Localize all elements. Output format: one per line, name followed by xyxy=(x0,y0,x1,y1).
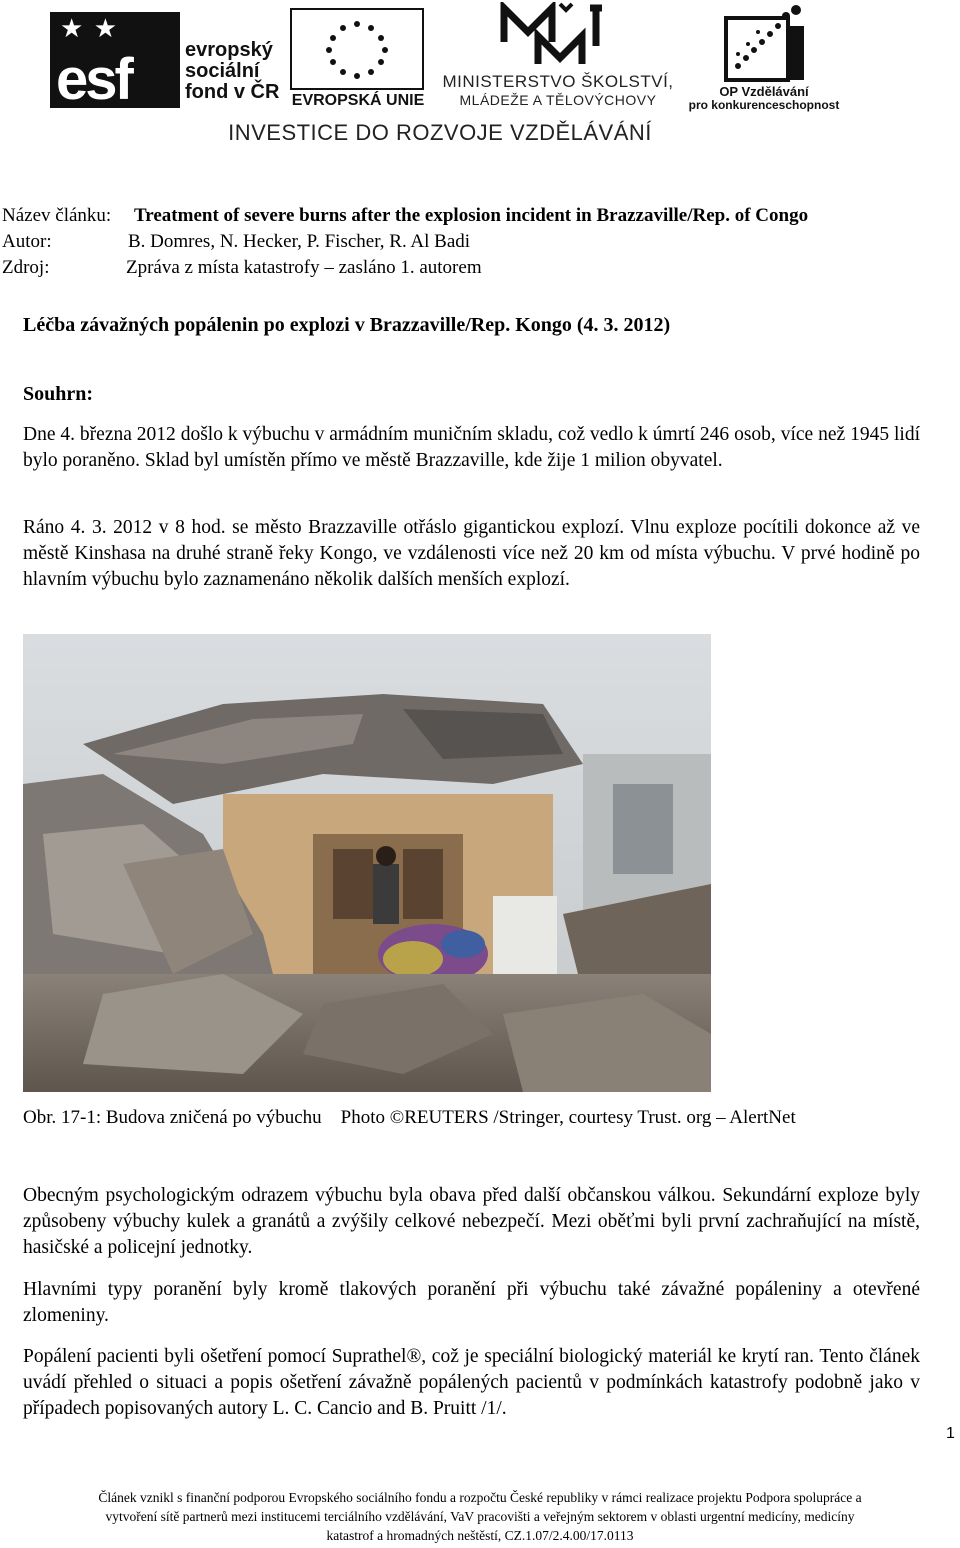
paragraph-4: Hlavními typy poranění byly kromě tlakových poranění při výbuchu také závažné popáleniny a otevřené zlomeniny. xyxy=(23,1279,920,1326)
footer-line1: Článek vznikl s finanční podporou Evropského sociálního fondu a rozpočtu České republiky v rámci realizace projektu Podpora spolupráce a xyxy=(98,1490,862,1505)
author-label: Autor: xyxy=(2,231,52,252)
meta-author xyxy=(2,231,471,253)
msmt-line1: MINISTERSTVO ŠKOLSTVÍ, xyxy=(442,72,674,91)
meta-source xyxy=(2,257,482,279)
article-label: Název článku: xyxy=(2,205,112,226)
op-logo xyxy=(684,4,844,110)
summary-heading: Souhrn: xyxy=(23,383,94,405)
destroyed-building-photo xyxy=(23,634,711,1092)
funding-footer xyxy=(0,1488,960,1545)
msmt-logo xyxy=(438,2,678,112)
caption-label: Obr. 17-1: Budova zničená po výbuchu xyxy=(23,1107,322,1128)
esf-logo xyxy=(50,12,280,112)
op-line2: pro konkurenceschopnost xyxy=(688,98,840,112)
meta-article xyxy=(2,205,809,227)
eu-logo xyxy=(288,8,428,108)
eu-flag-icon xyxy=(290,8,424,90)
author-value: B. Domres, N. Hecker, P. Fischer, R. Al Badi xyxy=(128,231,471,252)
msmt-line2: MLÁDEŽE A TĚLOVÝCHOVY xyxy=(459,92,657,108)
page-number: 1 xyxy=(946,1425,955,1442)
investice-banner: INVESTICE DO ROZVOJE VZDĚLÁVÁNÍ xyxy=(228,120,652,145)
esf-line1: evropský xyxy=(185,39,273,61)
paragraph-3: Obecným psychologickým odrazem výbuchu byla obava před další občanskou válkou. Sekundární exploze byly způsobeny výbuchy kulek a granátů a zvýšily celkové nebezpečí. Mezi oběťmi byli první zachraňující na místě, hasičské a policejní jednotky. xyxy=(23,1185,920,1258)
esf-line2: sociální xyxy=(185,60,260,82)
esf-mark-text: esf xyxy=(56,47,131,112)
caption-credit: Photo ©REUTERS /Stringer, courtesy Trust. org – AlertNet xyxy=(340,1107,796,1128)
esf-mark xyxy=(50,12,180,112)
footer-line2: vytvoření sítě partnerů mezi institucemi terciálního vzdělávání, VaV pracovišti a veřejným sektorem v oblasti urgentní medicíny, medicíny xyxy=(105,1509,855,1524)
source-value: Zpráva z místa katastrofy – zasláno 1. autorem xyxy=(126,257,482,278)
paragraph-5: Popálení pacienti byli ošetření pomocí Suprathel®, což je speciální biologický materiál ke krytí ran. Tento článek uvádí přehled o situaci a popis ošetření závažně popálených pacientů v podmínkách katastrofy podobně jako v případech popisovaných autory L. C. Cancio and B. Pruitt /1/. xyxy=(23,1346,920,1419)
stars-icon: ★ ★ xyxy=(60,14,120,43)
esf-text xyxy=(185,40,279,103)
photo-caption xyxy=(23,1107,796,1129)
article-title: Léčba závažných popálenin po explozi v Brazzaville/Rep. Kongo (4. 3. 2012) xyxy=(23,314,671,336)
source-label: Zdroj: xyxy=(2,257,50,278)
paragraph-1: Dne 4. března 2012 došlo k výbuchu v armádním muničním skladu, což vedlo k úmrtí 246 osob, více než 1945 lidí bylo poraněno. Sklad byl umístěn přímo ve městě Brazzaville, kde žije 1 milion obyvatel. xyxy=(23,424,920,471)
msmt-mark-icon xyxy=(498,2,608,68)
article-value: Treatment of severe burns after the explosion incident in Brazzaville/Rep. of Congo xyxy=(134,205,809,226)
op-line1: OP Vzdělávání xyxy=(719,84,809,99)
footer-line3: katastrof a hromadných neštěstí, CZ.1.07/2.4.00/17.0113 xyxy=(326,1528,634,1543)
op-mark-icon xyxy=(724,4,806,84)
eu-label: EVROPSKÁ UNIE xyxy=(291,92,425,109)
paragraph-2: Ráno 4. 3. 2012 v 8 hod. se město Brazzaville otřáslo gigantickou explozí. Vlnu exploze pocítili dokonce až ve městě Kinshasa na druhé straně řeky Kongo, ve vzdálenosti více než 20 km od místa výbuchu. V prvé hodině po hlavním výbuchu bylo zaznamenáno několik dalších menších explozí. xyxy=(23,517,920,590)
esf-line3: fond v ČR xyxy=(185,81,280,103)
header-logos xyxy=(0,0,960,160)
